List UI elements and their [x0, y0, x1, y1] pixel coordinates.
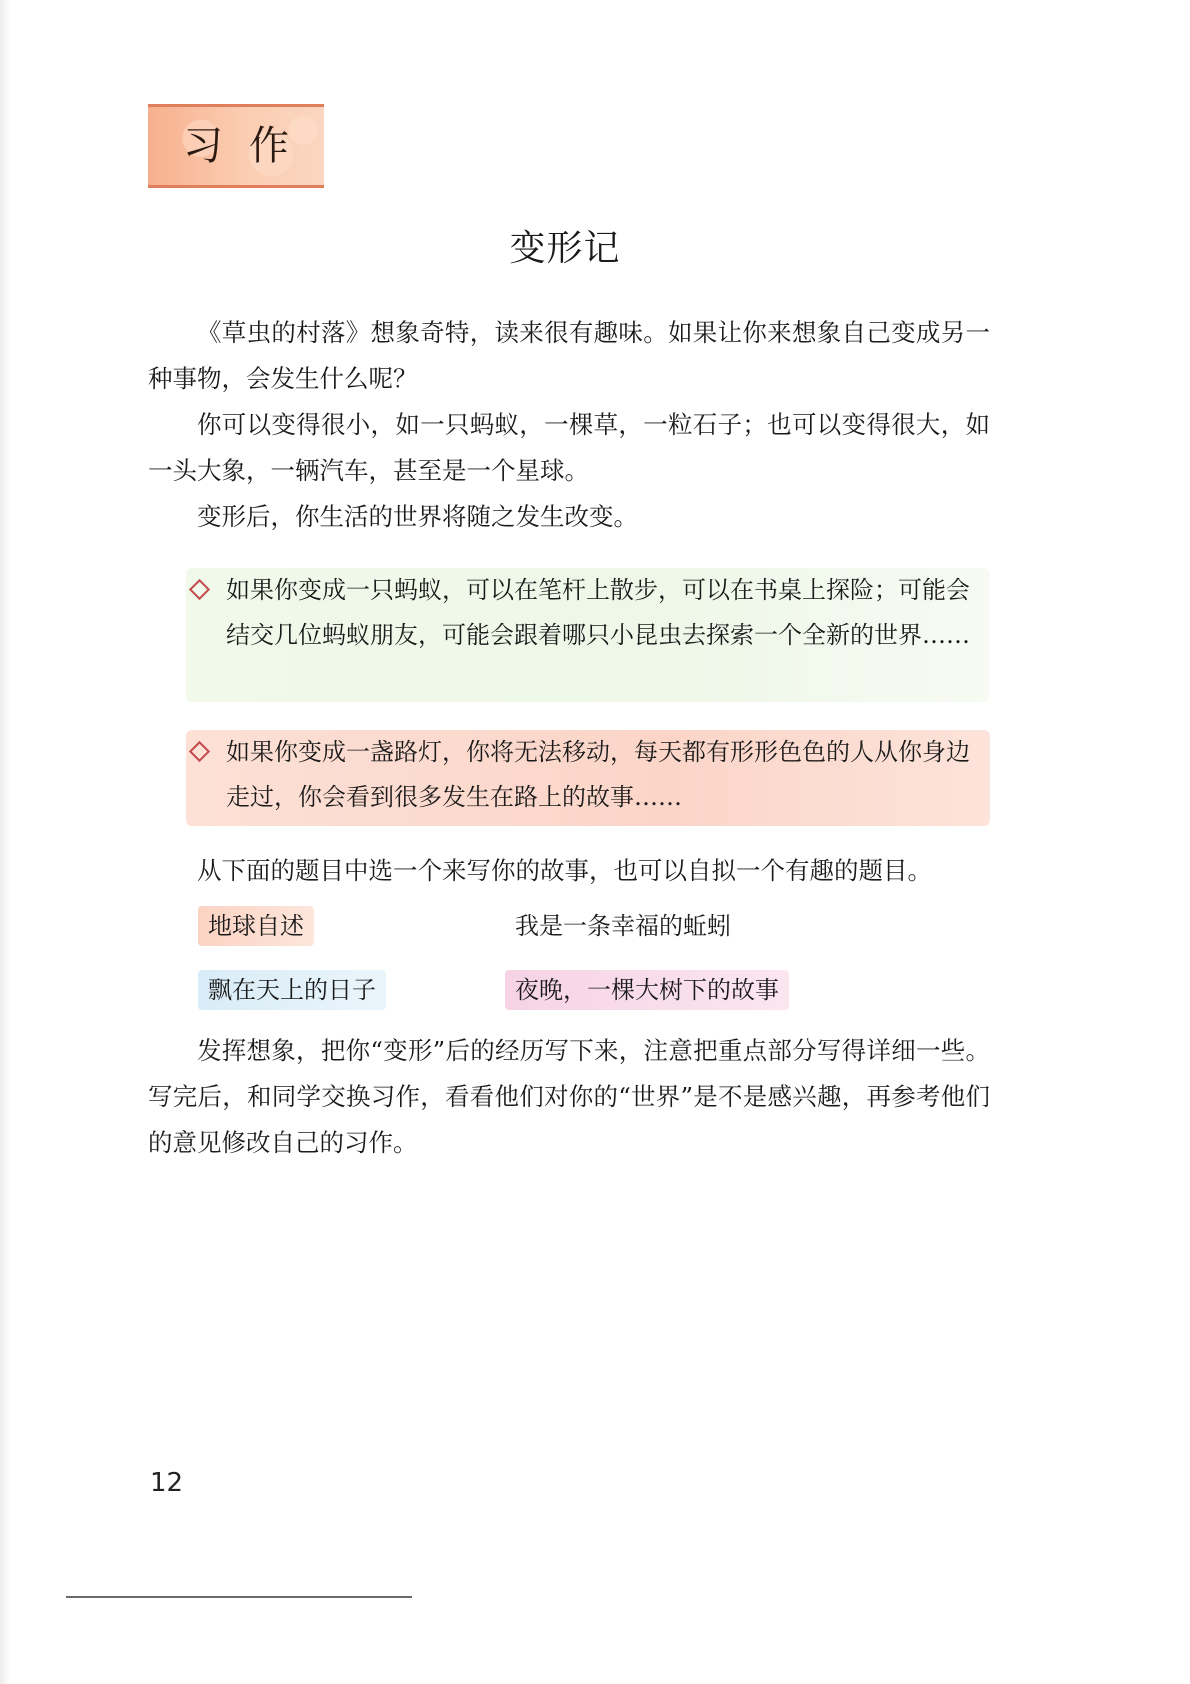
footer-rule: [66, 1596, 412, 1598]
example-streetlight: [186, 730, 990, 826]
example-ant-text: 如果你变成一只蚂蚁，可以在笔杆上散步，可以在书桌上探险；可能会结交几位蚂蚁朋友，可能会跟着哪只小昆虫去探索一个全新的世界……: [226, 576, 970, 649]
paragraph-change: 变形后，你生活的世界将随之发生改变。: [197, 502, 638, 531]
example-streetlight-text: 如果你变成一盏路灯，你将无法移动，每天都有形形色色的人从你身边走过，你会看到很多发生在路上的故事……: [226, 738, 970, 811]
topic-earth: 地球自述: [198, 906, 314, 946]
topic-earthworm: 我是一条幸福的蚯蚓: [515, 912, 731, 940]
paragraph-size: 你可以变得很小，如一只蚂蚁，一棵草，一粒石子；也可以变得很大，如一头大象，一辆汽车，甚至是一个星球。: [148, 410, 990, 485]
section-banner: [148, 104, 324, 188]
paragraph-choose: 从下面的题目中选一个来写你的故事，也可以自拟一个有趣的题目。: [197, 856, 932, 885]
paragraph-intro: 《草虫的村落》想象奇特，读来很有趣味。如果让你来想象自己变成另一种事物，会发生什么呢？: [148, 318, 990, 393]
page-title: 变形记: [509, 228, 621, 269]
page-number: 12: [150, 1468, 184, 1498]
section-label: 习作: [183, 123, 315, 169]
diamond-bullet-icon: [189, 741, 210, 762]
paragraph-closing: 发挥想象，把你“变形”后的经历写下来，注意把重点部分写得详细一些。写完后，和同学交换习作，看看他们对你的“世界”是不是感兴趣，再参考他们的意见修改自己的习作。: [148, 1036, 990, 1157]
topic-sky: 飘在天上的日子: [198, 970, 386, 1010]
example-ant: [186, 568, 990, 702]
diamond-bullet-icon: [189, 579, 210, 600]
topic-tree-night: 夜晚，一棵大树下的故事: [505, 970, 789, 1010]
